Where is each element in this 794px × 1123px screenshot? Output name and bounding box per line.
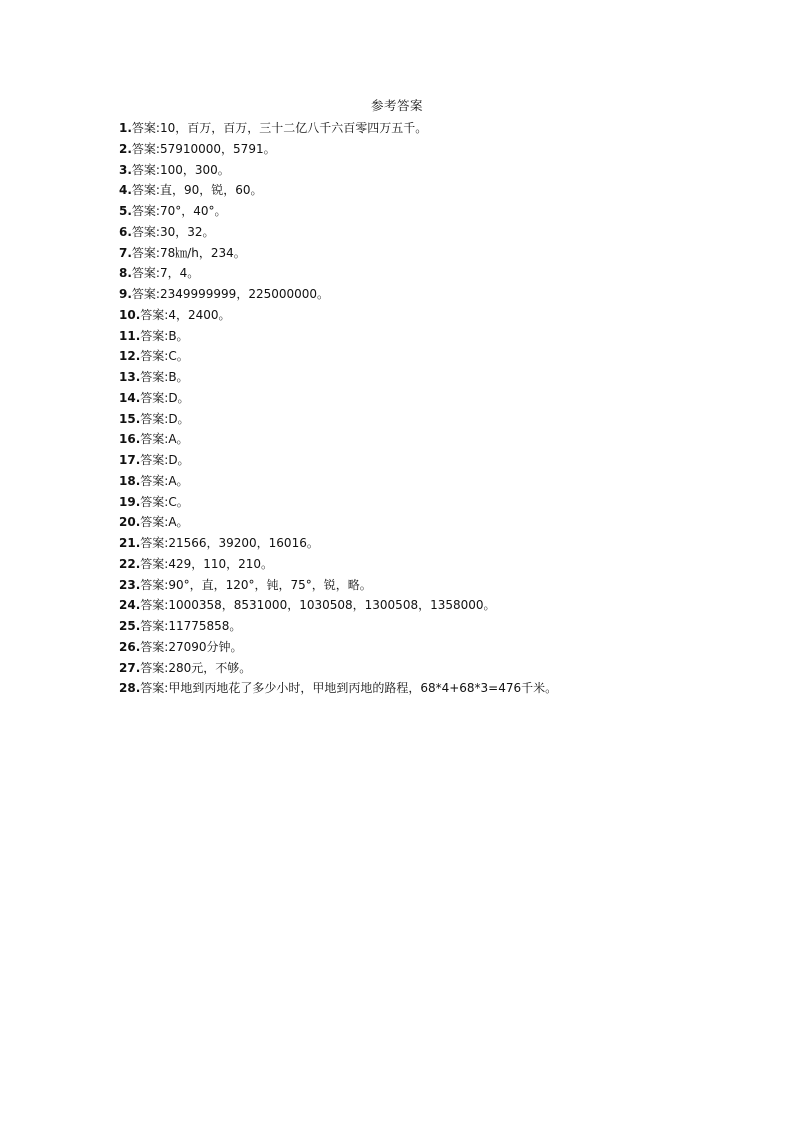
answer-item [119,678,739,699]
answer-label: 答案: [131,224,160,239]
answer-label: 答案: [140,328,169,343]
answer-number: 15. [119,411,141,426]
answer-item [119,429,739,450]
answer-label: 答案: [131,183,160,198]
answer-text: B。 [168,328,189,343]
answer-number: 17. [119,453,141,467]
answer-number: 19. [119,494,141,509]
answer-label: 答案: [131,141,160,156]
answer-text: 10，百万，百万，三十二亿八千六百零四万五千。 [159,121,428,135]
answer-item [119,492,739,513]
answer-text: 11775858。 [168,619,242,633]
answer-number: 6. [119,224,132,239]
answer-text: D。 [168,390,190,405]
answer-number: 13. [119,370,141,384]
answer-label: 答案: [140,598,169,613]
answer-number: 11. [119,328,141,343]
answer-number: 21. [119,536,141,550]
answer-text: 甲地到丙地花了多少小时，甲地到丙地的路程，68*4+68*3=476千米。 [168,681,558,696]
answer-text: 90°，直，120°，钝，75°，锐，略。 [168,577,372,592]
answer-label: 答案: [140,515,169,530]
answer-number: 2. [119,141,132,156]
answer-number: 20. [119,515,141,530]
answer-item [119,533,739,554]
answer-text: 100，300。 [159,162,230,177]
answer-item [119,139,739,160]
answer-item [119,637,739,658]
answer-item [119,180,739,201]
answer-label: 答案: [140,411,169,426]
answer-number: 4. [119,183,132,198]
answer-number: 18. [119,473,141,488]
answer-label: 答案: [140,660,169,675]
answer-label: 答案: [140,453,169,467]
answer-text: C。 [168,349,189,364]
answer-number: 24. [119,598,141,613]
answer-number: 8. [119,266,132,281]
answer-text: 1000358，8531000，1030508，1300508，1358000。 [168,598,496,613]
answer-number: 28. [119,681,141,696]
answer-item [119,575,739,596]
answer-item [119,243,739,264]
answer-text: 30，32。 [159,224,215,239]
answer-text: 直，90，锐，60。 [159,183,263,198]
answer-item [119,305,739,326]
answer-label: 答案: [140,577,169,592]
answer-item [119,554,739,575]
answer-text: B。 [168,370,189,384]
answer-label: 答案: [140,349,169,364]
answer-text: D。 [168,453,190,467]
answer-label: 答案: [140,432,169,447]
answer-number: 12. [119,349,141,364]
answer-item [119,346,739,367]
answer-item [119,658,739,679]
answer-item [119,263,739,284]
answer-label: 答案: [140,494,169,509]
answer-text: 57910000，5791。 [159,141,276,156]
answer-number: 25. [119,619,141,633]
answer-text: 70°，40°。 [159,204,227,218]
answer-list [119,118,739,699]
answer-item [119,201,739,222]
answer-label: 答案: [140,681,169,696]
answer-number: 23. [119,577,141,592]
answer-text: 27090分钟。 [168,639,243,654]
answer-text: A。 [168,473,189,488]
answer-text: 21566，39200，16016。 [168,536,319,550]
answer-label: 答案: [131,204,160,218]
answer-item [119,450,739,471]
answer-label: 答案: [140,390,169,405]
answer-label: 答案: [131,287,160,301]
answer-number: 10. [119,307,141,322]
answer-label: 答案: [140,307,169,322]
answer-text: D。 [168,411,190,426]
answer-number: 1. [119,121,132,135]
answer-text: A。 [168,515,189,530]
answer-label: 答案: [131,121,160,135]
answer-item [119,616,739,637]
answer-label: 答案: [140,473,169,488]
answer-item [119,512,739,533]
answer-text: 78㎞/h，234。 [159,245,246,260]
answer-label: 答案: [140,619,169,633]
page-title: 参考答案 [370,98,423,113]
answer-text: 429，110，210。 [168,556,274,571]
answer-number: 3. [119,162,132,177]
answer-label: 答案: [131,162,160,177]
answer-label: 答案: [140,639,169,654]
answer-number: 7. [119,245,132,260]
answer-number: 9. [119,287,132,301]
answer-item [119,222,739,243]
answer-item [119,409,739,430]
answer-number: 26. [119,639,141,654]
answer-item [119,284,739,305]
answer-text: 2349999999，225000000。 [159,287,330,301]
answer-item [119,367,739,388]
answer-number: 16. [119,432,141,447]
answer-number: 22. [119,556,141,571]
answer-label: 答案: [131,266,160,281]
answer-number: 27. [119,660,141,675]
answer-text: C。 [168,494,189,509]
answer-text: 280元，不够。 [168,660,252,675]
answer-item [119,388,739,409]
answer-label: 答案: [140,536,169,550]
answer-item [119,160,739,181]
answer-text: A。 [168,432,189,447]
answer-item [119,326,739,347]
answer-text: 4，2400。 [168,307,231,322]
answer-number: 5. [119,204,132,218]
answer-label: 答案: [131,245,160,260]
answer-label: 答案: [140,556,169,571]
answer-item [119,471,739,492]
answer-item [119,595,739,616]
answer-label: 答案: [140,370,169,384]
answer-text: 7，4。 [159,266,200,281]
answer-item [119,118,739,139]
answer-number: 14. [119,390,141,405]
